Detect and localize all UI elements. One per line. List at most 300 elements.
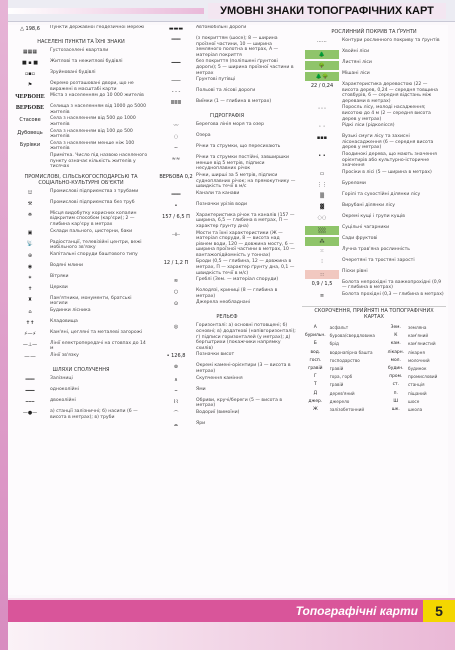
- abbreviation-meaning: земляна: [408, 324, 427, 330]
- legend-symbol: ≋: [173, 278, 179, 285]
- abbreviation-meaning: джерело: [329, 398, 350, 404]
- abbreviation-meaning: водонапірна башта: [329, 349, 373, 355]
- abbreviation-meaning: гравій: [329, 365, 344, 371]
- legend-columns: [8, 25, 448, 595]
- legend-description: Рідкі ліси (рідколісся): [342, 123, 395, 129]
- abbreviation-symbol: А: [313, 324, 317, 330]
- abbreviation-symbol: Б: [313, 341, 317, 347]
- legend-symbol: ⋯⋯: [317, 39, 327, 45]
- legend-description: Річки, ширші за 5 метрів, підписи судноплавних річок; на прямокутнику — швидкість течії в м/с: [196, 172, 296, 190]
- legend-description: Вітряки: [50, 273, 69, 279]
- legend-row: [156, 323, 298, 351]
- legend-description: Села з населенням від 100 до 500 жителів: [50, 128, 133, 140]
- legend-description: Кладовища: [50, 318, 78, 324]
- legend-row: [10, 200, 152, 210]
- bottom-decor: [8, 622, 455, 650]
- legend-column-2: [156, 25, 298, 595]
- legend-description: Водяні млини: [50, 262, 84, 268]
- legend-symbol: ━━━: [171, 60, 181, 67]
- legend-description: Міста з населенням до 10 000 жителів: [50, 93, 144, 99]
- legend-row: [302, 181, 446, 191]
- legend-symbol: ◌: [173, 134, 179, 141]
- legend-description: Села з населенням від 500 до 1000 жителів: [50, 116, 136, 127]
- legend-symbol: ▫▪▫: [24, 71, 36, 77]
- legend-symbol: ◦◦◦: [317, 106, 327, 113]
- abbreviation-symbol: мол.: [390, 357, 401, 363]
- legend-description: Водориї (вимоїни): [196, 409, 240, 415]
- legend-description: Вирубані ділянки лісу: [342, 202, 395, 208]
- legend-description: Позначки урізів води: [196, 201, 247, 207]
- legend-row: [10, 141, 152, 152]
- legend-row: [10, 153, 152, 170]
- legend-description: Примітка. Число під назвою населеного пункту означає кількість жителів у тисячах: [50, 152, 148, 170]
- legend-description: Окремо розташовані двори, що не виражені в масштабі карти: [50, 81, 134, 92]
- legend-symbol: 0,9 / 1,5: [311, 280, 333, 287]
- abbreviation-row: [304, 382, 444, 388]
- abbreviation-symbol: бурильн.: [305, 333, 326, 339]
- legend-row: [10, 274, 152, 284]
- abbreviation-meaning: бурова/свердловина: [329, 333, 375, 339]
- legend-symbol: ✝✝: [25, 319, 35, 326]
- legend-row: [156, 398, 298, 409]
- legend-symbol: ⅢⅢⅢ: [170, 100, 182, 107]
- legend-symbol: ───: [171, 78, 181, 85]
- legend-row: [156, 300, 298, 310]
- legend-description: Ґрунтові путівці: [196, 77, 236, 83]
- abbreviation-symbol: вод.: [310, 349, 321, 355]
- section-caption: ШЛЯХИ СПОЛУЧЕННЯ: [52, 367, 110, 374]
- legend-description: Лучна трав'яна рослинність: [342, 246, 410, 252]
- left-decorative-strip: [0, 0, 8, 650]
- legend-description: Характеристика річок та каналів (157 — ширина, 6,5 — глибина в метрах, П — характер ґрунту дна): [196, 212, 295, 229]
- section-caption: НАСЕЛЕНІ ПУНКТИ ТА ЇХНІ ЗНАКИ: [37, 39, 125, 45]
- abbreviation-symbol: лікарн.: [387, 349, 404, 355]
- legend-row: [302, 225, 446, 235]
- abbreviation-row: [304, 407, 444, 413]
- legend-row: [156, 421, 298, 431]
- legend-symbol: ≡: [319, 292, 325, 299]
- legend-symbol: —⊥—: [22, 341, 38, 348]
- legend-description: Горизонталі: а) основні потовщені; б) основні; в) додаткові (напівгоризонталі); г) підписи горизонталей (у метрах); д) бергштрихи (покажчики напрямку схилів): [196, 323, 296, 351]
- legend-row: [156, 25, 298, 35]
- legend-description: Промислові підприємства з трубами: [50, 188, 139, 194]
- legend-symbol: Дубовець: [17, 129, 43, 136]
- legend-description: Річки та струмки постійні, завширшки менше від 5 метрів, підписи несудноплавних річок: [196, 155, 289, 172]
- legend-row: [156, 213, 298, 230]
- legend-description: Болота непрохідні та важкопрохідні (0,9 — глибина в метрах): [342, 279, 442, 291]
- legend-row: [10, 353, 152, 363]
- legend-description: Селища з населенням від 1000 до 5000 жителів: [50, 104, 146, 115]
- legend-symbol: ━━━: [25, 388, 35, 395]
- legend-row: [156, 191, 298, 201]
- abbreviation-row: [304, 341, 444, 347]
- legend-description: Контури рослинного покриву та ґрунтів: [342, 38, 440, 43]
- abbreviation-symbol: К: [394, 333, 398, 339]
- legend-symbol: ⊙: [173, 301, 179, 308]
- legend-row: [10, 296, 152, 307]
- legend-description: Мости та їхні характеристики (Ж — матеріал споруди, 8 — висота над рівнем води, 120 — довжина мосту, 6 — ширина проїзної частини в метрах, 10 — вантажопідйомність у тоннах): [196, 230, 295, 258]
- legend-row: [302, 105, 446, 122]
- footer-band: [8, 600, 455, 622]
- abbreviation-row: [304, 399, 444, 405]
- abbreviation-meaning: брід: [329, 341, 339, 347]
- page-title: УМОВНІ ЗНАКИ ТОПОГРАФІЧНИХ КАРТ: [208, 3, 446, 19]
- abbreviation-meaning: кам'яний: [408, 333, 429, 339]
- legend-description: двоколійні: [50, 398, 76, 404]
- legend-description: Просіки в лісі (5 — ширина в метрах): [342, 169, 432, 175]
- legend-description: Позначки висот: [196, 352, 235, 358]
- legend-description: Броди (0,5 — глибина, 12 — довжина в метрах, П — характер ґрунту дна, 0,1 — швидкість течії в м/с): [196, 259, 295, 276]
- legend-symbol: ⋮⋮: [317, 181, 327, 188]
- legend-column-1: [10, 25, 152, 595]
- legend-row: [156, 99, 298, 109]
- legend-row: [302, 292, 446, 302]
- legend-symbol: ⁂: [305, 237, 339, 246]
- legend-description: а) станції залізничні; б) насипи (6 — висота в метрах); в) труби: [50, 409, 138, 420]
- legend-symbol: ⛯: [27, 211, 32, 218]
- legend-description: Скупчення каміння: [196, 375, 243, 381]
- legend-symbol: ∷: [305, 270, 339, 279]
- abbreviation-symbol: госп.: [309, 357, 322, 363]
- legend-symbol: ◦ ◦: [318, 124, 326, 131]
- legend-row: [10, 104, 152, 115]
- legend-description: Склади пального, цистерни, баки: [50, 228, 133, 234]
- legend-description: Лінії зв'язку: [50, 353, 79, 359]
- abbreviation-row: [304, 358, 444, 364]
- legend-symbol: 22 / 0,24: [310, 83, 334, 89]
- legend-description: Кам'яні, цегляні та металеві загорожі: [50, 329, 143, 335]
- legend-symbol: 🌲: [305, 50, 339, 59]
- legend-symbol: 📡: [26, 240, 34, 247]
- legend-symbol: ═══: [171, 37, 181, 43]
- legend-symbol: ◎: [173, 324, 179, 331]
- legend-symbol: ▦▦▦: [22, 49, 38, 55]
- abbreviation-meaning: лікарня: [408, 349, 425, 355]
- legend-row: [302, 214, 446, 224]
- legend-symbol: 🌲🌳: [305, 72, 339, 81]
- legend-symbol: ∧: [174, 376, 178, 383]
- legend-symbol: 🌳: [305, 61, 339, 70]
- abbreviation-symbol: ст.: [392, 382, 399, 388]
- legend-symbol: ⊚: [173, 364, 179, 371]
- legend-symbol: ○: [173, 289, 179, 296]
- abbreviation-meaning: залізобетонний: [329, 406, 365, 412]
- legend-symbol: Стасове: [19, 117, 41, 124]
- legend-description: одноколійні: [50, 387, 79, 393]
- legend-description: Виїмки (1 — глибина в метрах): [196, 99, 272, 105]
- abbreviation-meaning: господарство: [329, 357, 360, 363]
- legend-row: [156, 288, 298, 299]
- section-caption: РЕЛЬЄФ: [216, 314, 238, 321]
- legend-symbol: ⌇⌇: [173, 398, 179, 405]
- legend-description: (з покриттям (шосе); 8 — ширина проїзної частини, 10 — ширина земляного полотна в метрах, А — матеріал покриття: [196, 36, 279, 58]
- abbreviation-meaning: будинок: [408, 365, 427, 371]
- legend-symbol: ∼: [173, 145, 179, 152]
- abbreviation-meaning: гора, горб: [329, 374, 353, 380]
- abbreviation-meaning: промисловий: [408, 374, 438, 380]
- abbreviation-symbol: Ш: [393, 398, 399, 404]
- legend-row: [302, 203, 446, 213]
- legend-row: [156, 410, 298, 420]
- legend-row: [10, 70, 152, 80]
- legend-description: Вузькі смуги лісу та захисні лісонасадження (6 — середня висота дерев у метрах): [342, 134, 434, 151]
- section-caption: РОСЛИННИЙ ПОКРИВ ТА ҐРУНТИ: [331, 29, 417, 35]
- legend-row: [10, 376, 152, 386]
- legend-row: [156, 36, 298, 58]
- legend-symbol: ◉: [27, 263, 33, 270]
- legend-symbol: 12 / 1,2 П: [163, 260, 189, 267]
- legend-row: [10, 81, 152, 92]
- legend-row: [302, 123, 446, 133]
- abbreviation-row: [304, 350, 444, 356]
- legend-description: Окремі камені-орієнтири (3 — висота в метрах): [196, 363, 291, 374]
- legend-column-3: [302, 25, 446, 595]
- legend-description: Канали та канави: [196, 190, 240, 196]
- legend-description: Очеретяні та тростяні зарості: [342, 257, 415, 263]
- legend-row: [10, 252, 152, 262]
- legend-description: Озера: [196, 133, 211, 139]
- legend-row: [10, 129, 152, 140]
- abbreviation-meaning: кам'янистий: [408, 341, 436, 347]
- legend-row: [302, 71, 446, 81]
- section-caption: ПРОМИСЛОВІ, СІЛЬСЬКОГОСПОДАРСЬКІ ТА СОЦІАЛЬНО-КУЛЬТУРНІ ОБ'ЄКТИ: [24, 173, 138, 186]
- legend-row: [10, 409, 152, 420]
- legend-description: Поодинокі дерева, що мають значення орієнтирів або культурно-історичне значення: [342, 151, 437, 169]
- abbreviation-meaning: асфальт: [329, 324, 349, 330]
- legend-description: Греблі (Зем. — матеріал споруди): [196, 277, 279, 283]
- legend-row: [302, 38, 446, 48]
- legend-symbol: △ 198,6: [20, 26, 40, 32]
- header: [8, 0, 455, 22]
- legend-symbol: ═══: [25, 377, 35, 384]
- abbreviation-meaning: молочний: [408, 357, 430, 363]
- legend-description: Зруйновані будівлі: [50, 70, 96, 75]
- legend-symbol: ✝: [27, 285, 33, 292]
- legend-symbol: ▭: [319, 170, 325, 177]
- abbreviation-symbol: пром.: [389, 374, 403, 380]
- abbreviation-meaning: піщаний: [408, 390, 427, 396]
- legend-row: [156, 88, 298, 98]
- legend-description: Капітальні споруди баштового типу: [50, 251, 138, 257]
- abbreviation-symbol: Д: [313, 390, 318, 396]
- legend-row: [302, 82, 446, 104]
- legend-row: [10, 319, 152, 329]
- legend-row: [10, 189, 152, 199]
- legend-row: [156, 202, 298, 212]
- legend-symbol: ▪▪▪: [316, 135, 328, 142]
- legend-row: [302, 280, 446, 291]
- abbreviation-row: [304, 391, 444, 397]
- abbreviation-symbol: кам.: [390, 341, 401, 347]
- legend-row: [156, 259, 298, 276]
- legend-description: Річки та струмки, що пересихають: [196, 144, 281, 150]
- abbreviation-symbol: п.: [393, 390, 398, 396]
- legend-row: [156, 77, 298, 87]
- legend-description: Джерела необладнані: [196, 300, 251, 306]
- page-number: 5: [423, 600, 455, 622]
- legend-symbol: ░░: [305, 226, 339, 235]
- legend-symbol: ⚒: [27, 200, 33, 207]
- legend-description: Залізниці: [50, 376, 73, 382]
- legend-row: [302, 247, 446, 257]
- abbreviation-symbol: джер.: [308, 398, 323, 404]
- legend-description: Колодязі, криниці (8 — глибина в метрах): [196, 288, 278, 299]
- abbreviation-symbol: Т: [313, 382, 317, 388]
- legend-description: Обриви, кручі/береги (5 — висота в метрах): [196, 397, 283, 409]
- legend-row: [156, 363, 298, 374]
- legend-description: Окремі кущі і групи кущів: [342, 213, 405, 219]
- legend-row: [302, 258, 446, 268]
- legend-description: Яри: [196, 420, 206, 426]
- abbreviation-symbol: будин.: [388, 365, 404, 371]
- legend-row: [10, 59, 152, 69]
- legend-symbol: ⁙: [319, 247, 325, 254]
- legend-description: Пункти державної геодезичної мережі: [50, 25, 145, 30]
- abbreviation-symbol: Зем.: [390, 324, 401, 330]
- legend-description: Будинки лісника: [50, 307, 91, 313]
- abbreviation-symbol: шк.: [391, 406, 400, 412]
- legend-symbol: ■ ▪ ■: [21, 60, 38, 66]
- legend-description: Промислові підприємства без труб: [50, 199, 135, 205]
- legend-symbol: ┅┅┅: [25, 399, 35, 406]
- legend-symbol: ▣: [27, 229, 33, 236]
- legend-row: [10, 25, 152, 35]
- legend-description: Характеристика деревостою (22 — висота дерев, 0,24 — середня товщина стовбурів, 6 — середня відстань між деревами в метрах): [342, 82, 438, 104]
- legend-description: Лінії електропередачі на стовпах до 14 м: [50, 340, 146, 352]
- abbreviation-meaning: гравій: [329, 382, 344, 388]
- legend-row: [10, 48, 152, 58]
- legend-row: [156, 352, 298, 362]
- section-caption: ГІДРОГРАФІЯ: [209, 113, 245, 120]
- legend-description: Ями: [196, 386, 206, 392]
- legend-description: Густозаселені квартали: [50, 48, 109, 53]
- legend-symbol: ВЕРБОВА 0,2: [159, 173, 193, 180]
- legend-row: [156, 231, 298, 259]
- abbreviation-row: [304, 325, 444, 331]
- legend-row: [302, 60, 446, 70]
- legend-row: [302, 170, 446, 180]
- legend-symbol: [10, 153, 50, 154]
- legend-row: [156, 144, 298, 154]
- legend-row: [10, 387, 152, 397]
- legend-row: [10, 229, 152, 239]
- legend-row: [10, 240, 152, 251]
- legend-row: [302, 192, 446, 202]
- legend-symbol: —●—: [22, 410, 38, 417]
- legend-row: [10, 341, 152, 352]
- legend-row: [10, 398, 152, 408]
- legend-symbol: ⫶: [321, 258, 323, 265]
- legend-row: [156, 376, 298, 386]
- legend-symbol: ⌓: [174, 421, 178, 428]
- legend-symbol: ⊣⊢: [171, 231, 181, 238]
- legend-description: Поросль лісу, молоді насадження; висотою до 4 м (2 — середня висота дерев у метрах): [342, 105, 431, 122]
- legend-symbol: ▒: [320, 192, 324, 199]
- abbreviations-caption: СКОРОЧЕННЯ, ПРИЙНЯТІ НА ТОПОГРАФІЧНИХ КАРТАХ: [302, 306, 446, 321]
- abbreviation-row: [304, 366, 444, 372]
- legend-symbol: ▓: [320, 203, 324, 210]
- legend-symbol: ✶: [27, 274, 33, 281]
- legend-symbol: ⛫: [27, 189, 33, 196]
- legend-row: [10, 330, 152, 340]
- legend-row: [302, 152, 446, 169]
- legend-description: Берегова лінія моря та озер: [196, 122, 265, 128]
- legend-row: [302, 236, 446, 246]
- legend-symbol: ≈≈: [171, 156, 181, 163]
- legend-row: [156, 155, 298, 172]
- legend-symbol: ⌂: [28, 308, 32, 315]
- legend-symbol: ⚡—⚡: [23, 330, 37, 337]
- legend-symbol: ЧЕРВОНЕ: [15, 94, 45, 101]
- legend-symbol: —·—: [24, 354, 36, 361]
- legend-row: [302, 134, 446, 151]
- legend-row: [10, 93, 152, 103]
- abbreviation-row: [304, 333, 444, 339]
- legend-description: Хвойні ліси: [342, 49, 370, 54]
- legend-description: Листяні ліси: [342, 60, 372, 65]
- abbreviation-symbol: гравій: [308, 365, 323, 371]
- legend-description: Автомобільні дороги: [196, 25, 247, 30]
- legend-description: без покриття (поліпшені ґрунтові дороги); 5 — ширина проїзної частини в метрах: [196, 59, 294, 76]
- legend-description: Польові та лісові дороги: [196, 88, 256, 94]
- header-decor-bar: [8, 8, 204, 14]
- legend-row: [156, 277, 298, 287]
- legend-symbol: ⌣: [174, 387, 178, 394]
- legend-symbol: ♜: [27, 296, 33, 303]
- legend-symbol: ВЕРБОВЕ: [15, 105, 45, 112]
- legend-row: [10, 308, 152, 318]
- legend-row: [156, 173, 298, 190]
- legend-row: [156, 59, 298, 76]
- legend-description: Суцільні чагарники: [342, 224, 390, 230]
- legend-row: [156, 122, 298, 132]
- legend-description: Села з населенням менше ніж 100 жителів: [50, 140, 135, 152]
- legend-symbol: ⊕: [27, 252, 33, 259]
- legend-symbol: - - -: [171, 89, 181, 96]
- legend-symbol: ═══: [171, 191, 181, 198]
- column-3-rows: [302, 28, 446, 302]
- legend-symbol: 〰: [173, 123, 179, 130]
- abbreviation-row: [304, 374, 444, 380]
- legend-description: Місця видобутку корисних копалин відкритим способом (кар'єри); 2 — глибина кар'єру в метрах: [50, 210, 137, 227]
- legend-row: [10, 211, 152, 228]
- legend-description: Мішані ліси: [342, 71, 370, 76]
- legend-symbol: ⚑: [27, 82, 33, 88]
- legend-symbol: • 126,8: [166, 353, 186, 360]
- legend-description: Радіостанції, телевізійні центри, вежі мобільного зв'язку: [50, 239, 142, 251]
- legend-row: [156, 387, 298, 397]
- legend-description: Житлові та нежитлові будівлі: [50, 59, 123, 64]
- legend-description: Піски рівні: [342, 268, 368, 274]
- legend-description: Церкви: [50, 284, 68, 290]
- legend-symbol: Бурівки: [19, 141, 41, 148]
- abbreviation-symbol: Г: [313, 374, 317, 380]
- legend-row: [10, 116, 152, 127]
- legend-description: Болота прохідні (0,3 — глибина в метрах): [342, 291, 444, 297]
- legend-row: [156, 133, 298, 143]
- legend-description: Пам'ятники, монументи, братські могили: [50, 295, 132, 307]
- legend-description: Сади фруктові: [342, 235, 378, 241]
- legend-row: [302, 269, 446, 279]
- legend-symbol: ⌒: [173, 410, 179, 417]
- abbreviation-meaning: школа: [408, 406, 423, 412]
- footer-title: Топографічні карти: [295, 604, 418, 618]
- legend-symbol: •: [174, 202, 178, 209]
- abbreviation-meaning: шосе: [408, 398, 420, 404]
- legend-symbol: 157 / 6,5 П: [162, 213, 190, 220]
- abbreviation-meaning: дерев'яний: [329, 390, 355, 396]
- legend-row: [302, 49, 446, 59]
